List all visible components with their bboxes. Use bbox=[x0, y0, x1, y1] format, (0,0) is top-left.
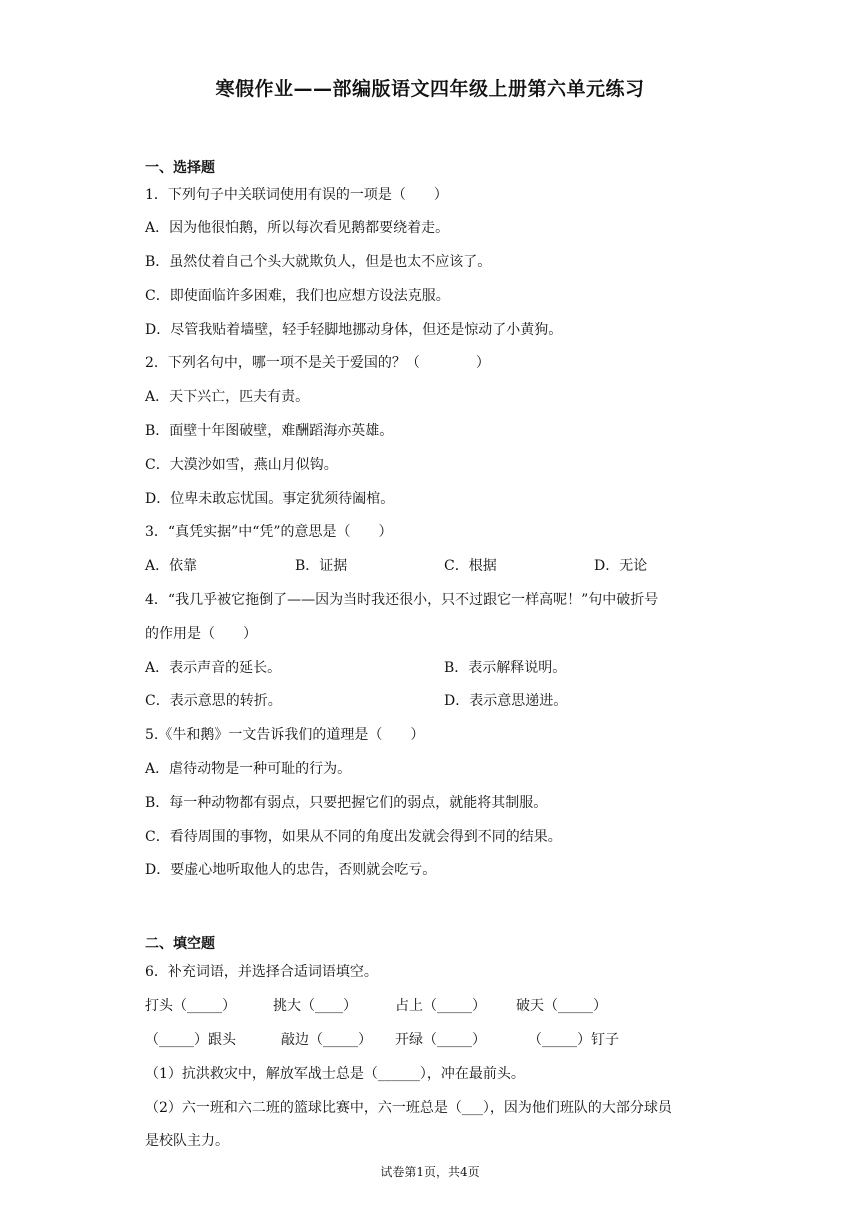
word-blank: （_____）钉子 bbox=[528, 1032, 619, 1048]
page-title: 寒假作业——部编版语文四年级上册第六单元练习 bbox=[215, 78, 645, 100]
question-5-stem: 5.《牛和鹅》一文告诉我们的道理是（ ） bbox=[145, 727, 425, 743]
question-1-option-b: B．虽然仗着自己个头大就欺负人，但是也太不应该了。 bbox=[145, 254, 492, 270]
question-5-option-a: A．虐待动物是一种可耻的行为。 bbox=[145, 761, 352, 777]
question-6-sentence-1: （1）抗洪救灾中，解放军战士总是（______），冲在最前头。 bbox=[145, 1066, 525, 1082]
word-blank: 开绿（_____） bbox=[395, 1032, 486, 1048]
word-blank: 敲边（_____） bbox=[281, 1032, 372, 1048]
question-5-option-b: B．每一种动物都有弱点，只要把握它们的弱点，就能将其制服。 bbox=[145, 795, 548, 811]
question-3-option-d: D．无论 bbox=[594, 558, 648, 574]
question-3-stem: 3．“真凭实据”中“凭”的意思是（ ） bbox=[145, 524, 393, 540]
question-1-option-c: C．即使面临许多困难，我们也应想方设法克服。 bbox=[145, 288, 450, 304]
word-blank: 占上（_____） bbox=[395, 998, 486, 1014]
question-1-option-a: A．因为他很怕鹅，所以每次看见鹅都要绕着走。 bbox=[145, 220, 450, 236]
question-4-stem-line2: 的作用是（ ） bbox=[145, 626, 257, 642]
word-blank: 挑大（____） bbox=[273, 998, 357, 1014]
question-4-option-d: D．表示意思递进。 bbox=[444, 693, 568, 709]
question-5-option-c: C．看待周围的事物，如果从不同的角度出发就会得到不同的结果。 bbox=[145, 829, 562, 845]
question-2-option-b: B．面壁十年图破壁，难酬蹈海亦英雄。 bbox=[145, 423, 394, 439]
question-4-option-b: B．表示解释说明。 bbox=[444, 660, 567, 676]
question-2-stem: 2．下列名句中，哪一项不是关于爱国的？（ ） bbox=[145, 355, 490, 371]
word-blank: 破天（_____） bbox=[516, 998, 607, 1014]
question-1-stem: 1．下列句子中关联词使用有误的一项是（ ） bbox=[145, 187, 448, 203]
question-5-option-d: D．要虚心地听取他人的忠告，否则就会吃亏。 bbox=[145, 862, 437, 878]
page-footer: 试卷第1页，共4页 bbox=[380, 1165, 480, 1179]
question-2-option-a: A．天下兴亡，匹夫有责。 bbox=[145, 389, 310, 405]
question-2-option-d: D．位卑未敢忘忧国。事定犹须待阖棺。 bbox=[145, 491, 395, 507]
question-2-option-c: C．大漠沙如雪，燕山月似钩。 bbox=[145, 457, 338, 473]
section-heading-choice: 一、选择题 bbox=[145, 160, 215, 176]
section-heading-fill: 二、填空题 bbox=[145, 936, 215, 952]
question-4-stem-line1: 4．“我几乎被它拖倒了——因为当时我还很小，只不过跟它一样高呢！”句中破折号 bbox=[145, 592, 659, 608]
question-6-sentence-2-line1: （2）六一班和六二班的篮球比赛中，六一班总是（___），因为他们班队的大部分球员 bbox=[145, 1100, 672, 1116]
word-blank: （_____）跟头 bbox=[145, 1032, 236, 1048]
question-3-option-c: C．根据 bbox=[444, 558, 497, 574]
question-6-stem: 6．补充词语，并选择合适词语填空。 bbox=[145, 964, 378, 980]
question-4-option-a: A．表示声音的延长。 bbox=[145, 660, 282, 676]
question-3-option-b: B．证据 bbox=[295, 558, 348, 574]
question-1-option-d: D．尽管我贴着墙壁，轻手轻脚地挪动身体，但还是惊动了小黄狗。 bbox=[145, 322, 563, 338]
question-3-option-a: A．依靠 bbox=[145, 558, 198, 574]
question-4-option-c: C．表示意思的转折。 bbox=[145, 693, 282, 709]
question-6-sentence-2-line2: 是校队主力。 bbox=[145, 1133, 229, 1149]
word-blank: 打头（_____） bbox=[145, 998, 236, 1014]
